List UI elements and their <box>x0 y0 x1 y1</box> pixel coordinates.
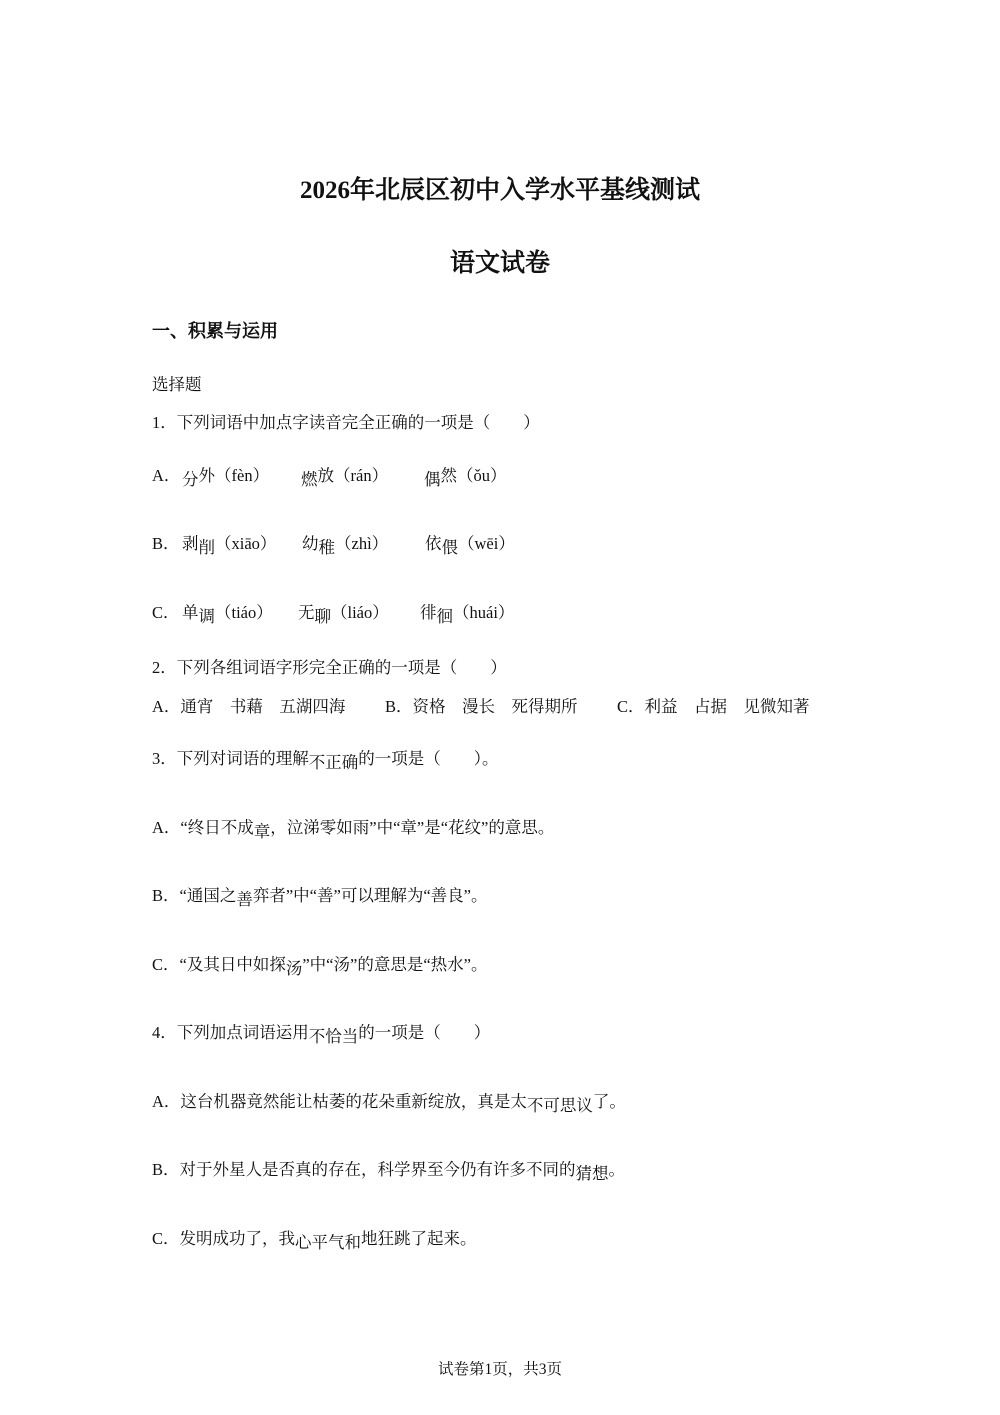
q3-option-b: B．“通国之善弈者”中“善”可以理解为“善良”。 <box>152 886 488 909</box>
q1-a-word-1: 分外（fèn） <box>182 466 270 489</box>
q4-option-b: B．对于外星人是否真的存在，科学界至今仍有许多不同的猜想。 <box>152 1160 626 1183</box>
q1-option-c-letter: C． <box>152 603 180 622</box>
q3-option-a: A．“终日不成章，泣涕零如雨”中“章”是“花纹”的意思。 <box>152 818 555 841</box>
exam-title: 2026年北辰区初中入学水平基线测试 <box>299 177 700 204</box>
page-footer: 试卷第1页，共3页 <box>437 1361 562 1378</box>
q4-option-c: C．发明成功了，我心平气和地狂跳了起来。 <box>152 1229 477 1252</box>
q1-c-word-3: 徘徊（huái） <box>420 603 515 626</box>
q2-option-b: B．资格 漫长 死得期所 <box>385 697 578 716</box>
q2-stem: 2．下列各组词语字形完全正确的一项是（ ） <box>152 658 507 677</box>
q4-option-a: A．这台机器竟然能让枯萎的花朵重新绽放，真是太不可思议了。 <box>152 1092 626 1115</box>
q1-option-b-letter: B． <box>152 534 180 553</box>
q4-emphasis: 不恰当 <box>308 1027 359 1046</box>
q1-stem: 1．下列词语中加点字读音完全正确的一项是（ ） <box>152 413 540 432</box>
q1-a-word-2: 燃放（rán） <box>301 466 389 489</box>
q3-stem: 3．下列对词语的理解不正确的一项是（ ）。 <box>152 749 499 772</box>
q2-option-c: C．利益 占据 见微知著 <box>617 697 810 716</box>
q4-stem: 4．下列加点词语运用不恰当的一项是（ ） <box>152 1023 491 1046</box>
question-type-label: 选择题 <box>152 375 202 394</box>
q3-option-c: C．“及其日中如探汤”中“汤”的意思是“热水”。 <box>152 955 488 978</box>
q1-c-word-1: 单调（tiáo） <box>182 603 273 626</box>
q1-c-word-2: 无聊（liáo） <box>298 603 389 626</box>
q1-b-word-3: 依偎（wēi） <box>425 534 515 557</box>
q1-option-a-letter: A． <box>152 466 181 485</box>
section-heading: 一、积累与运用 <box>152 321 278 341</box>
exam-subtitle: 语文试卷 <box>449 250 550 277</box>
q1-b-word-1: 剥削（xiāo） <box>182 534 277 557</box>
q3-emphasis: 不正确 <box>308 753 359 772</box>
q2-option-a: A．通宵 书藉 五湖四海 <box>152 697 346 716</box>
q1-b-word-2: 幼稚（zhì） <box>302 534 389 557</box>
q1-a-word-3: 偶然（ǒu） <box>424 466 507 489</box>
